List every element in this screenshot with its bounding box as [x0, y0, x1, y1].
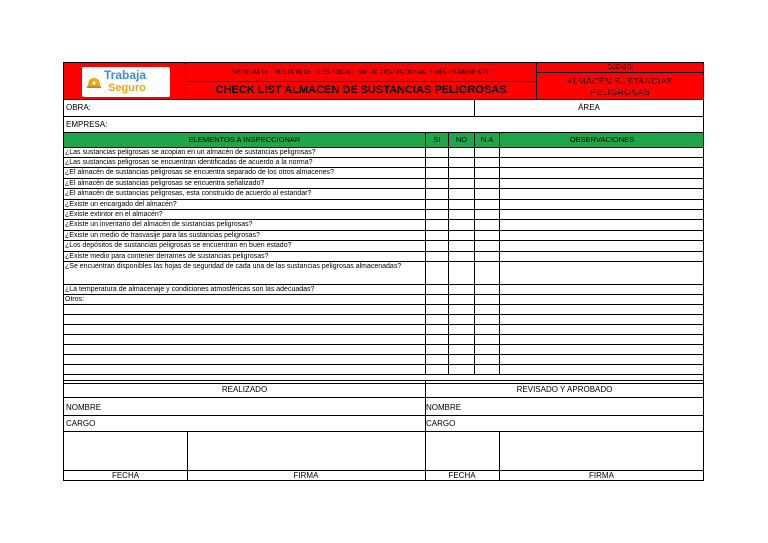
observaciones-field[interactable]	[499, 262, 704, 284]
no-checkbox[interactable]	[448, 158, 474, 167]
na-checkbox[interactable]	[474, 335, 499, 344]
table-row	[64, 285, 703, 295]
na-checkbox[interactable]	[474, 315, 499, 324]
table-row	[64, 231, 703, 241]
table-row	[64, 168, 703, 179]
table-row	[64, 355, 703, 365]
header-no: NO	[448, 133, 474, 147]
si-checkbox[interactable]	[425, 158, 448, 167]
inspection-item: ¿Los depósitos de sustancias peligrosas se encuentran en buen estado?	[65, 242, 292, 249]
si-checkbox[interactable]	[425, 335, 448, 344]
nombre-label-left: NOMBRE	[66, 403, 102, 412]
hardhat-icon	[86, 75, 102, 91]
nombre-label-right: NOMBRE	[426, 403, 462, 412]
table-body	[63, 148, 704, 384]
inspection-item: ¿Las sustancias peligrosas se acopian en un almacén de sustancias peligrosas?	[65, 149, 316, 156]
na-checkbox[interactable]	[474, 325, 499, 334]
observaciones-field[interactable]	[499, 285, 704, 294]
no-checkbox[interactable]	[448, 220, 474, 230]
inspection-item: ¿Existe un inventario del almacén de sustancias peligrosas?	[65, 221, 253, 228]
fecha-label-left: FECHA	[111, 471, 140, 480]
na-checkbox[interactable]	[474, 200, 499, 209]
observaciones-field[interactable]	[499, 158, 704, 167]
logo-text-trabaja: Trabaja	[104, 68, 147, 82]
inspection-item: ¿El almacén de sustancias peligrosas se encuentra señalizado?	[65, 180, 265, 187]
si-checkbox[interactable]	[425, 305, 448, 314]
observaciones-field[interactable]	[499, 365, 704, 374]
si-checkbox[interactable]	[425, 200, 448, 209]
si-checkbox[interactable]	[425, 179, 448, 188]
no-checkbox[interactable]	[448, 231, 474, 240]
si-checkbox[interactable]	[425, 210, 448, 219]
table-row	[64, 315, 703, 325]
table-row	[64, 241, 703, 252]
observaciones-field[interactable]	[499, 220, 704, 230]
si-checkbox[interactable]	[425, 355, 448, 364]
na-checkbox[interactable]	[474, 158, 499, 167]
firma-field-right[interactable]	[500, 432, 703, 470]
table-row	[64, 200, 703, 210]
table-row	[64, 365, 703, 375]
si-checkbox[interactable]	[425, 262, 448, 284]
firma-label-right: FIRMA	[589, 471, 614, 480]
no-checkbox[interactable]	[448, 262, 474, 284]
si-checkbox[interactable]	[425, 148, 448, 157]
no-checkbox[interactable]	[448, 285, 474, 294]
no-checkbox[interactable]	[448, 315, 474, 324]
table-row	[64, 345, 703, 355]
table-row	[64, 148, 703, 158]
realizado-label: REALIZADO	[221, 385, 268, 394]
header-elementos: ELEMENTOS A INSPECCIONAR	[188, 135, 301, 144]
na-checkbox[interactable]	[474, 355, 499, 364]
no-checkbox[interactable]	[448, 295, 474, 304]
na-checkbox[interactable]	[474, 285, 499, 294]
main-title: CHECK LIST ALMACEN DE SUSTANCIAS PELIGROSAS	[185, 81, 537, 100]
observaciones-field[interactable]	[499, 345, 704, 354]
inspection-item: ¿Existe extintor en el almacén?	[65, 211, 163, 218]
observaciones-field[interactable]	[499, 315, 704, 324]
inspection-item: ¿Existe medio para contener derrames de sustancias peligrosas?	[65, 253, 269, 260]
observaciones-field[interactable]	[499, 148, 704, 157]
table-row	[64, 262, 703, 285]
table-row	[64, 305, 703, 315]
observaciones-field[interactable]	[499, 231, 704, 240]
fecha-field-left[interactable]	[64, 432, 187, 470]
observaciones-field[interactable]	[499, 355, 704, 364]
na-checkbox[interactable]	[474, 241, 499, 251]
table-header	[63, 132, 704, 148]
table-row	[64, 179, 703, 189]
table-row	[64, 220, 703, 231]
si-checkbox[interactable]	[425, 168, 448, 178]
na-checkbox[interactable]	[474, 231, 499, 240]
obra-row	[63, 99, 704, 117]
no-checkbox[interactable]	[448, 365, 474, 374]
revisado-label: REVISADO Y APROBADO	[516, 385, 613, 394]
observaciones-field[interactable]	[499, 335, 704, 344]
footer-line-1	[64, 397, 703, 398]
si-checkbox[interactable]	[425, 231, 448, 240]
inspection-item: ¿La temperatura de almacenaje y condiciones atmosféricas son las adecuadas?	[65, 286, 315, 293]
no-checkbox[interactable]	[448, 179, 474, 188]
empresa-field[interactable]	[124, 117, 704, 133]
observaciones-field[interactable]	[499, 189, 704, 199]
fecha-field-right[interactable]	[426, 432, 499, 470]
no-checkbox[interactable]	[448, 335, 474, 344]
observaciones-field[interactable]	[499, 210, 704, 219]
inspection-item: ¿Existe un medio de trasvasije para las sustancias peligrosas?	[65, 232, 260, 239]
fecha-label-right: FECHA	[448, 471, 476, 480]
na-checkbox[interactable]	[474, 148, 499, 157]
si-checkbox[interactable]	[425, 189, 448, 199]
observaciones-field[interactable]	[499, 179, 704, 188]
si-checkbox[interactable]	[425, 325, 448, 334]
no-checkbox[interactable]	[448, 305, 474, 314]
logo-panel	[82, 67, 170, 97]
inspection-item: ¿El almacén de sustancias peligrosas, esta construido de acuerdo al estandar?	[65, 190, 312, 197]
footer-line-2	[64, 415, 703, 416]
empresa-label: EMPRESA:	[66, 120, 108, 129]
table-row	[64, 158, 703, 168]
si-checkbox[interactable]	[425, 220, 448, 230]
na-checkbox[interactable]	[474, 345, 499, 354]
na-checkbox[interactable]	[474, 179, 499, 188]
si-checkbox[interactable]	[425, 295, 448, 304]
observaciones-field[interactable]	[499, 295, 704, 304]
inspection-item: ¿Se encuentran disponibles las hojas de seguridad de cada una de las sustancias peligrosas almacenadas?	[65, 263, 402, 270]
na-checkbox[interactable]	[474, 220, 499, 230]
header-na: N.A	[474, 133, 499, 147]
obra-field[interactable]	[124, 100, 474, 117]
si-checkbox[interactable]	[425, 365, 448, 374]
no-checkbox[interactable]	[448, 189, 474, 199]
no-checkbox[interactable]	[448, 345, 474, 354]
firma-field-left[interactable]	[188, 432, 425, 470]
na-checkbox[interactable]	[474, 189, 499, 199]
no-checkbox[interactable]	[448, 168, 474, 178]
no-checkbox[interactable]	[448, 241, 474, 251]
inspection-item: ¿El almacén de sustancias peligrosas se encuentra separado de los otros almacenes?	[65, 169, 334, 176]
firma-label-left: FIRMA	[293, 471, 319, 480]
header-si: SI	[425, 133, 448, 147]
table-row	[64, 210, 703, 220]
no-checkbox[interactable]	[448, 325, 474, 334]
si-checkbox[interactable]	[425, 345, 448, 354]
si-checkbox[interactable]	[425, 285, 448, 294]
inspection-item: ¿Las sustancias peligrosas se encuentran identificadas de acuerdo a la norma?	[65, 159, 313, 166]
observaciones-field[interactable]	[499, 305, 704, 314]
inspection-item: ¿Existe un encargado del almacén?	[65, 201, 177, 208]
no-checkbox[interactable]	[448, 200, 474, 209]
table-row	[64, 335, 703, 345]
table-row	[64, 325, 703, 335]
na-checkbox[interactable]	[474, 168, 499, 178]
na-checkbox[interactable]	[474, 210, 499, 219]
signature-block	[63, 380, 704, 481]
no-checkbox[interactable]	[448, 355, 474, 364]
si-checkbox[interactable]	[425, 315, 448, 324]
na-checkbox[interactable]	[474, 305, 499, 314]
table-row	[64, 252, 703, 262]
na-checkbox[interactable]	[474, 252, 499, 261]
table-row	[64, 295, 703, 305]
na-checkbox[interactable]	[474, 262, 499, 284]
no-checkbox[interactable]	[448, 252, 474, 261]
no-checkbox[interactable]	[448, 210, 474, 219]
cargo-label-right: CARGO	[426, 419, 456, 428]
si-checkbox[interactable]	[425, 252, 448, 261]
na-checkbox[interactable]	[474, 365, 499, 374]
area-name: ALMACÉN SUSTANCIAS PELIGROSAS	[536, 72, 704, 100]
si-checkbox[interactable]	[425, 241, 448, 251]
observaciones-field[interactable]	[499, 168, 704, 178]
inspection-item: Otros:	[65, 296, 85, 303]
empresa-row	[63, 116, 704, 133]
system-title: SISTEMA DE GESTION DE SEGURIDAD, SALUD OCUPACIONAL Y MEDIO AMBIENTE	[185, 62, 537, 82]
na-checkbox[interactable]	[474, 295, 499, 304]
observaciones-field[interactable]	[499, 325, 704, 334]
logo-text-seguro: Seguro	[108, 82, 146, 94]
observaciones-field[interactable]	[499, 241, 704, 251]
no-checkbox[interactable]	[448, 148, 474, 157]
cargo-label-left: CARGO	[66, 419, 96, 428]
code-label: CÓDIGO:	[536, 62, 704, 73]
table-row	[64, 189, 703, 200]
observaciones-field[interactable]	[499, 252, 704, 261]
obra-label: OBRA:	[66, 103, 91, 112]
observaciones-field[interactable]	[499, 200, 704, 209]
logo-box	[63, 62, 186, 100]
area-label: ÁREA	[578, 103, 600, 112]
header-observaciones: OBSERVACIONES	[499, 133, 704, 147]
